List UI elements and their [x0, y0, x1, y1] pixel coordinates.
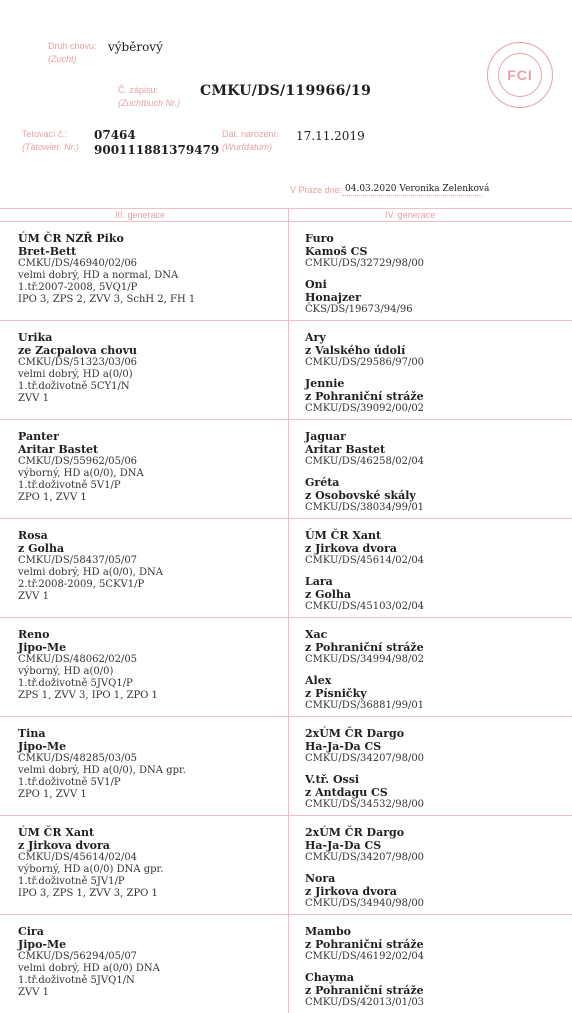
breed-type-value: výběrový: [108, 40, 163, 54]
ancestor-kennel-name: z Golha: [305, 588, 352, 601]
ancestor-title-name: Furo: [305, 232, 334, 245]
ancestor-detail-line: CMKU/DS/56294/05/07: [18, 951, 138, 962]
signature-line: [342, 195, 482, 196]
ancestor-registration: CMKU/DS/38034/99/01: [305, 502, 425, 513]
ancestor-kennel-name: Ha-Ja-Da CS: [305, 839, 382, 852]
ancestor-kennel-name: z Jirkova dvora: [18, 839, 110, 852]
gen4-ancestors: [305, 925, 565, 1009]
column-divider: [288, 209, 289, 221]
column-divider: [288, 519, 289, 617]
ancestor-detail-line: výborný, HD a(0/0) DNA gpr.: [18, 864, 164, 875]
ancestor-detail-line: ZVV 1: [18, 591, 49, 602]
ancestor-registration: ČKS/DS/19673/94/96: [305, 304, 413, 315]
ancestor-detail-line: výborný, HD a(0/0), DNA: [18, 468, 144, 479]
column-divider: [288, 420, 289, 518]
ancestor-detail-line: velmi dobrý, HD a(0/0): [18, 369, 133, 380]
column-divider: [288, 618, 289, 716]
studbook-label: Č. zápisu:: [118, 85, 159, 95]
ancestor-kennel-name: z Antdagu CS: [305, 786, 388, 799]
ancestor-title-name: Rosa: [18, 529, 48, 542]
spacer: [305, 270, 565, 278]
birth-label: Dat. narození:: [222, 129, 279, 139]
spacer: [305, 369, 565, 377]
fci-stamp-icon: [487, 42, 553, 108]
spacer: [305, 468, 565, 476]
ancestor-kennel-name: Aritar Bastet: [305, 443, 386, 456]
fci-stamp-text: FCI: [498, 53, 542, 97]
ancestor-kennel-name: Bret-Bett: [18, 245, 77, 258]
pedigree-grid: [0, 208, 572, 1013]
gen4-ancestors: [305, 232, 565, 316]
pedigree-row: [0, 519, 572, 618]
ancestor-kennel-name: Kamoš CS: [305, 245, 368, 258]
ancestor-detail-line: 1.tř.doživotně 5JVQ1/N: [18, 975, 135, 986]
column-divider: [288, 717, 289, 815]
ancestor-title-name: Oni: [305, 278, 327, 291]
spacer: [305, 864, 565, 872]
ancestor-title-name: Jennie: [305, 377, 345, 390]
ancestor-title-name: Chayma: [305, 971, 355, 984]
ancestor-kennel-name: z Pohraniční stráže: [305, 641, 424, 654]
gen3-ancestor: [18, 628, 283, 702]
ancestor-detail-line: CMKU/DS/51323/03/06: [18, 357, 138, 368]
ancestor-title-name: ÚM ČR NZŘ Piko: [18, 232, 124, 245]
ancestor-registration: CMKU/DS/42013/01/03: [305, 997, 425, 1008]
ancestor-title-name: Mambo: [305, 925, 351, 938]
gen4-ancestors: [305, 727, 565, 811]
ancestor-registration: CMKU/DS/34207/98/00: [305, 852, 425, 863]
ancestor-kennel-name: z Golha: [18, 542, 65, 555]
ancestor-title-name: Tina: [18, 727, 46, 740]
ancestor-detail-line: 1.tř.doživotně 5JVQ1/P: [18, 678, 133, 689]
ancestor-detail-line: ZVV 1: [18, 987, 49, 998]
ancestor-kennel-name: Jipo-Me: [18, 641, 67, 654]
ancestor-title-name: V.tř. Ossi: [305, 773, 360, 786]
ancestor-detail-line: 1.tř.2007-2008, 5VQ1/P: [18, 282, 138, 293]
ancestor-kennel-name: Ha-Ja-Da CS: [305, 740, 382, 753]
ancestor-title-name: 2xÚM ČR Dargo: [305, 826, 405, 839]
column-divider: [288, 321, 289, 419]
ancestor-kennel-name: z Jirkova dvora: [305, 542, 397, 555]
ancestor-detail-line: ZVV 1: [18, 393, 49, 404]
ancestor-title-name: Reno: [18, 628, 50, 641]
ancestor-title-name: Panter: [18, 430, 59, 443]
spacer: [305, 666, 565, 674]
ancestor-detail-line: CMKU/DS/55962/05/06: [18, 456, 138, 467]
ancestor-detail-line: ZPO 1, ZVV 1: [18, 492, 87, 503]
spacer: [305, 567, 565, 575]
pedigree-row: [0, 420, 572, 519]
ancestor-kennel-name: z Jirkova dvora: [305, 885, 397, 898]
generation-header-row: [0, 208, 572, 222]
ancestor-kennel-name: z Osobovské skály: [305, 489, 416, 502]
ancestor-kennel-name: Jipo-Me: [18, 938, 67, 951]
gen3-ancestor: [18, 826, 283, 900]
ancestor-title-name: Nora: [305, 872, 336, 885]
gen3-ancestor: [18, 232, 283, 306]
tattoo-value: 07464: [94, 128, 136, 142]
pedigree-row: [0, 816, 572, 915]
ancestor-kennel-name: z Písničky: [305, 687, 367, 700]
ancestor-detail-line: výborný, HD a(0/0): [18, 666, 114, 677]
pedigree-row: [0, 717, 572, 816]
gen3-ancestor: [18, 529, 283, 603]
breed-type-label-de: (Zucht): [48, 54, 77, 64]
generation-label-right: IV. generace: [385, 210, 436, 220]
ancestor-title-name: ÚM ČR Xant: [18, 826, 95, 839]
gen4-ancestors: [305, 826, 565, 910]
ancestor-title-name: Lara: [305, 575, 333, 588]
ancestor-detail-line: velmi dobrý, HD a normal, DNA: [18, 270, 179, 281]
ancestor-title-name: Urika: [18, 331, 53, 344]
ancestor-detail-line: CMKU/DS/48285/03/05: [18, 753, 138, 764]
place-date: 04.03.2020 Veronika Zelenková: [345, 184, 490, 194]
ancestor-registration: CMKU/DS/34207/98/00: [305, 753, 425, 764]
ancestor-detail-line: CMKU/DS/45614/02/04: [18, 852, 138, 863]
studbook-value: CMKU/DS/119966/19: [200, 83, 372, 99]
ancestor-kennel-name: ze Zacpalova chovu: [18, 344, 138, 357]
ancestor-detail-line: 1.tř.doživotně 5JV1/P: [18, 876, 125, 887]
ancestor-registration: CMKU/DS/34994/98/02: [305, 654, 425, 665]
ancestor-registration: CMKU/DS/45103/02/04: [305, 601, 425, 612]
ancestor-kennel-name: Aritar Bastet: [18, 443, 99, 456]
birth-label-de: (Wurfdatum): [222, 142, 273, 152]
ancestor-title-name: Alex: [305, 674, 332, 687]
column-divider: [288, 915, 289, 1013]
tattoo-label-de: (Tätowier. Nr.): [22, 142, 79, 152]
ancestor-detail-line: IPO 3, ZPS 2, ZVV 3, SchH 2, FH 1: [18, 294, 196, 305]
ancestor-kennel-name: Honajzer: [305, 291, 361, 304]
ancestor-detail-line: velmi dobrý, HD a(0/0), DNA: [18, 567, 164, 578]
ancestor-detail-line: 1.tř.doživotně 5CY1/N: [18, 381, 130, 392]
ancestor-registration: CMKU/DS/39092/00/02: [305, 403, 425, 414]
ancestor-title-name: ÚM ČR Xant: [305, 529, 382, 542]
gen3-ancestor: [18, 925, 283, 999]
ancestor-detail-line: 1.tř.doživotně 5V1/P: [18, 777, 121, 788]
ancestor-title-name: Cira: [18, 925, 44, 938]
ancestor-registration: CMKU/DS/36881/99/01: [305, 700, 425, 711]
place-label: V Praze dne:: [290, 185, 343, 195]
ancestor-kennel-name: z Pohraniční stráže: [305, 390, 424, 403]
ancestor-title-name: Gréta: [305, 476, 340, 489]
ancestor-title-name: 2xÚM ČR Dargo: [305, 727, 405, 740]
pedigree-row: [0, 618, 572, 717]
gen3-ancestor: [18, 430, 283, 504]
pedigree-row: [0, 321, 572, 420]
gen3-ancestor: [18, 331, 283, 405]
gen4-ancestors: [305, 628, 565, 712]
ancestor-detail-line: ZPS 1, ZVV 3, IPO 1, ZPO 1: [18, 690, 158, 701]
chip-value: 900111881379479: [94, 143, 220, 157]
ancestor-kennel-name: Jipo-Me: [18, 740, 67, 753]
breed-type-label: Druh chovu:: [48, 41, 97, 51]
ancestor-title-name: Jaguar: [305, 430, 346, 443]
ancestor-detail-line: velmi dobrý, HD a(0/0), DNA gpr.: [18, 765, 186, 776]
ancestor-detail-line: ZPO 1, ZVV 1: [18, 789, 87, 800]
ancestor-title-name: Ary: [305, 331, 326, 344]
ancestor-registration: CMKU/DS/46258/02/04: [305, 456, 425, 467]
gen3-ancestor: [18, 727, 283, 801]
ancestor-kennel-name: z Valského údolí: [305, 344, 406, 357]
ancestor-registration: CMKU/DS/46192/02/04: [305, 951, 425, 962]
ancestor-kennel-name: z Pohraniční stráže: [305, 984, 424, 997]
column-divider: [288, 816, 289, 914]
ancestor-detail-line: CMKU/DS/48062/02/05: [18, 654, 138, 665]
pedigree-row: [0, 915, 572, 1013]
column-divider: [288, 222, 289, 320]
ancestor-registration: CMKU/DS/45614/02/04: [305, 555, 425, 566]
ancestor-registration: CMKU/DS/29586/97/00: [305, 357, 425, 368]
ancestor-detail-line: CMKU/DS/46940/02/06: [18, 258, 138, 269]
gen4-ancestors: [305, 430, 565, 514]
birth-value: 17.11.2019: [296, 129, 365, 143]
ancestor-registration: CMKU/DS/34532/98/00: [305, 799, 425, 810]
ancestor-detail-line: velmi dobrý, HD a(0/0) DNA: [18, 963, 160, 974]
ancestor-detail-line: 2.tř.2008-2009, 5CKV1/P: [18, 579, 145, 590]
ancestor-detail-line: CMKU/DS/58437/05/07: [18, 555, 138, 566]
generation-label-left: III. generace: [115, 210, 166, 220]
ancestor-registration: CMKU/DS/32729/98/00: [305, 258, 425, 269]
studbook-label-de: (Zuchtbuch Nr.): [118, 98, 181, 108]
ancestor-detail-line: 1.tř.doživotně 5V1/P: [18, 480, 121, 491]
ancestor-registration: CMKU/DS/34940/98/00: [305, 898, 425, 909]
gen4-ancestors: [305, 331, 565, 415]
ancestor-title-name: Xac: [305, 628, 328, 641]
ancestor-detail-line: IPO 3, ZPS 1, ZVV 3, ZPO 1: [18, 888, 158, 899]
tattoo-label: Tetovací č.:: [22, 129, 68, 139]
gen4-ancestors: [305, 529, 565, 613]
spacer: [305, 765, 565, 773]
ancestor-kennel-name: z Pohraniční stráže: [305, 938, 424, 951]
pedigree-row: [0, 222, 572, 321]
spacer: [305, 963, 565, 971]
